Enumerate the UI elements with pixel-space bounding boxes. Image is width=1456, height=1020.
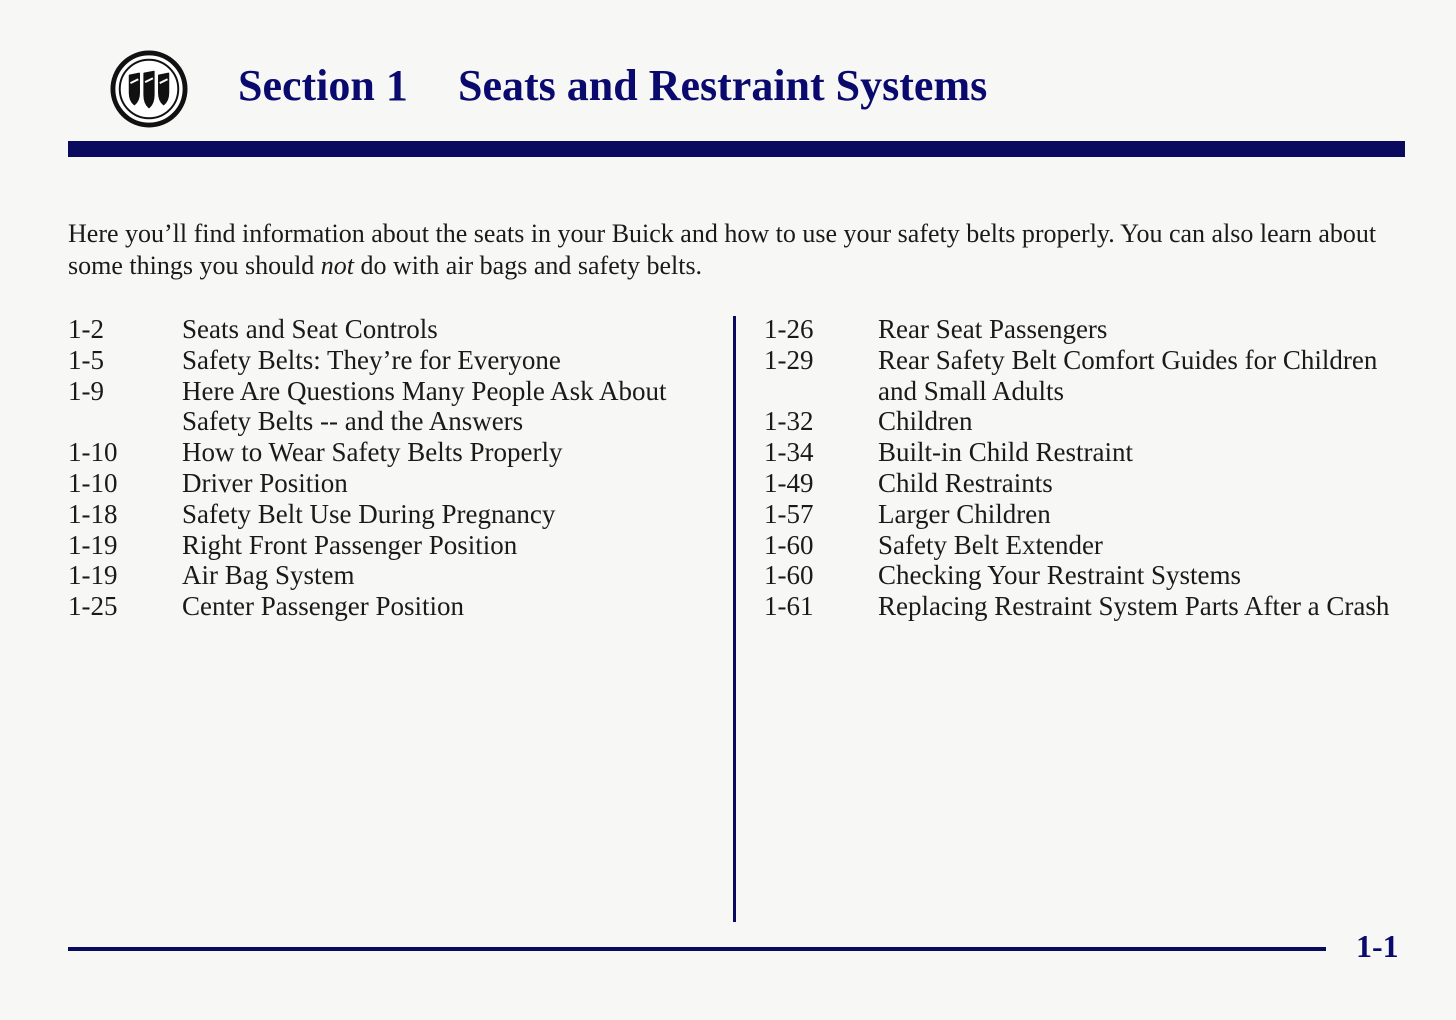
intro-text-after: do with air bags and safety belts. [354,251,703,280]
toc-page: 1-19 [68,560,118,591]
toc-title: Built-in Child Restraint [878,437,1133,468]
toc-entry[interactable] [68,560,718,591]
toc-title: Checking Your Restraint Systems [878,560,1242,591]
toc-page: 1-9 [68,375,104,406]
toc-title: Larger Children [878,498,1051,529]
toc-entry[interactable] [68,376,718,438]
toc-title: Safety Belt Extender [878,529,1103,560]
toc-title: Air Bag System [182,560,355,591]
toc-entry[interactable] [68,314,718,345]
toc-entry[interactable] [764,406,1404,437]
toc-entry[interactable] [764,560,1404,591]
toc-page: 1-34 [764,437,814,468]
toc-entry[interactable] [764,499,1404,530]
toc-page: 1-60 [764,529,814,560]
toc-title: Here Are Questions Many People Ask About Safety Belts -- and the Answers [182,375,667,437]
toc-page: 1-60 [764,560,814,591]
toc-page: 1-5 [68,344,104,375]
toc-page: 1-61 [764,591,814,622]
toc-title: Child Restraints [878,467,1053,498]
page-number: 1-1 [1356,928,1399,964]
toc-title: Rear Seat Passengers [878,314,1108,344]
intro-text-before: Here you’ll find information about the seats in your Buick and how to use your safety belts properly. You can also learn about some things you should [68,219,1377,280]
column-divider [733,316,736,922]
section-title: Seats and Restraint Systems [458,61,988,110]
toc-page: 1-19 [68,529,118,560]
toc-title: Right Front Passenger Position [182,529,518,560]
toc-title: Safety Belt Use During Pregnancy [182,498,556,529]
toc-entry[interactable] [68,437,718,468]
toc-page: 1-57 [764,498,814,529]
toc-page: 1-10 [68,467,118,498]
section-number: Section 1 [238,61,408,110]
toc-title: Replacing Restraint System Parts After a Crash [878,591,1390,622]
toc-title: Driver Position [182,467,348,498]
toc-page: 1-32 [764,406,814,437]
toc-title: Seats and Seat Controls [182,314,438,344]
toc-entry[interactable] [764,314,1404,345]
toc-entry[interactable] [68,591,718,622]
toc-page: 1-10 [68,437,118,468]
buick-tri-shield-icon [110,50,188,128]
toc-title: Center Passenger Position [182,591,464,622]
footer-rule [68,947,1326,951]
toc-entry[interactable] [68,530,718,561]
toc-right-column [764,314,1404,622]
toc-left-column [68,314,718,622]
toc-entry[interactable] [764,437,1404,468]
toc-page: 1-29 [764,344,814,375]
toc-title: Safety Belts: They’re for Everyone [182,344,561,375]
header-rule [68,141,1405,157]
toc-entry[interactable] [68,468,718,499]
intro-emphasis: not [320,251,355,280]
toc-page: 1-18 [68,498,118,529]
intro-paragraph [68,218,1388,282]
toc-title: How to Wear Safety Belts Properly [182,437,563,468]
toc-entry[interactable] [764,530,1404,561]
toc-page: 1-25 [68,591,118,622]
toc-entry[interactable] [764,591,1404,622]
toc-entry[interactable] [764,345,1404,407]
toc-title: Children [878,406,973,437]
toc-entry[interactable] [68,345,718,376]
toc-title: Rear Safety Belt Comfort Guides for Children and Small Adults [878,344,1378,406]
toc-page: 1-49 [764,467,814,498]
toc-entry[interactable] [68,499,718,530]
toc-page: 1-26 [764,314,814,344]
toc-entry[interactable] [764,468,1404,499]
toc-page: 1-2 [68,314,104,344]
